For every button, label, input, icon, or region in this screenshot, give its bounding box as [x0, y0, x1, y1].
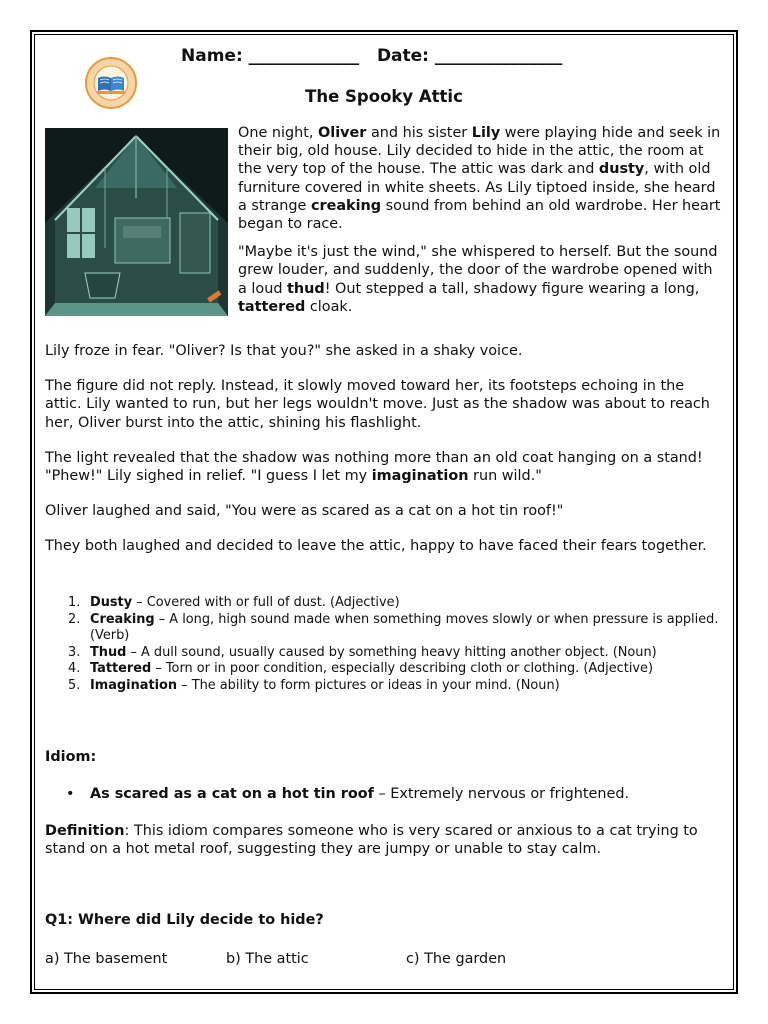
date-field-label[interactable]: Date: _______________: [376, 46, 563, 66]
page-title: The Spooky Attic: [305, 87, 463, 106]
vocabulary-number: 4.: [68, 661, 81, 676]
vocabulary-number: 3.: [68, 644, 81, 660]
story-paragraph-4: The figure did not reply. Instead, it slowly moved toward her, its footsteps echoing in the attic. Lily wanted to run, but her legs wouldn't move. Just as the shadow was about to reach her, Oliver burst into the attic, shining his flashlight.: [45, 378, 710, 431]
vocabulary-word: Imagination: [90, 677, 178, 693]
question-text: Q1: Where did Lily decide to hide?: [45, 912, 324, 928]
bullet-icon: •: [66, 786, 75, 802]
story-main-text: [45, 342, 725, 573]
vocabulary-number: 5.: [68, 677, 81, 693]
vocabulary-word: Thud: [90, 644, 127, 660]
idiom-definition: Definition: This idiom compares someone who is very scared or anxious to a cat trying to stand on a hot metal roof, suggesting they are jumpy or unable to stay calm.: [45, 823, 698, 858]
vocabulary-word: Creaking: [90, 611, 155, 627]
story-paragraph-3: Lily froze in fear. "Oliver? Is that you?" she asked in a shaky voice.: [45, 343, 523, 359]
vocabulary-item: [68, 612, 724, 645]
vocabulary-item: [68, 661, 724, 678]
idiom-heading: Idiom:: [45, 749, 97, 765]
story-paragraph-1: One night, Oliver and his sister Lily were playing hide and seek in their big, old house. Lily decided to hide in the attic, the room at the very top of the house. The attic was dark and dusty, with old furniture covered in white sheets. As Lily tiptoed inside, she heard a strange creaking sound from behind an old wardrobe. Her heart began to race.: [238, 125, 721, 233]
vocabulary-number: 2.: [68, 611, 81, 627]
story-paragraph-2: "Maybe it's just the wind," she whispered to herself. But the sound grew louder, and suddenly, the door of the wardrobe opened with a loud thud! Out stepped a tall, shadowy figure wearing a long, tattered cloak.: [238, 244, 718, 315]
story-paragraph-5: The light revealed that the shadow was nothing more than an old coat hanging on a stand! "Phew!" Lily sighed in relief. "I guess I let my imagination run wild.": [45, 449, 703, 485]
vocabulary-definition: – Torn or in poor condition, especially describing cloth or clothing. (Adjective): [151, 661, 653, 676]
vocabulary-list: [68, 595, 724, 694]
attic-illustration: [45, 128, 228, 316]
vocabulary-word: Dusty: [90, 595, 133, 610]
vocabulary-definition: – A dull sound, usually caused by something heavy hitting another object. (Noun): [126, 644, 657, 660]
vocabulary-definition: – Covered with or full of dust. (Adjective): [132, 595, 400, 610]
name-date-line: [181, 46, 562, 66]
idiom-meaning: – Extremely nervous or frightened.: [373, 786, 630, 802]
vocabulary-item: [68, 595, 724, 612]
vocabulary-item: [68, 645, 724, 662]
idiom-item: [66, 786, 629, 802]
story-side-text: [238, 124, 724, 326]
vocabulary-word: Tattered: [90, 661, 152, 676]
story-paragraph-7: They both laughed and decided to leave the attic, happy to have faced their fears together.: [45, 538, 707, 555]
story-paragraph-6: Oliver laughed and said, "You were as scared as a cat on a hot tin roof!": [45, 503, 564, 520]
vocabulary-item: [68, 678, 724, 695]
idiom-phrase: As scared as a cat on a hot tin roof: [90, 786, 374, 802]
answer-option-a[interactable]: a) The basement: [45, 951, 168, 967]
vocabulary-definition: – The ability to form pictures or ideas in your mind. (Noun): [177, 677, 560, 693]
vocabulary-definition: – A long, high sound made when something moves slowly or when pressure is applied. (Verb): [90, 611, 719, 643]
name-field-label[interactable]: Name: _____________: [181, 46, 360, 66]
vocabulary-number: 1.: [68, 595, 81, 610]
answer-option-c[interactable]: c) The garden: [406, 951, 507, 967]
answer-option-b[interactable]: b) The attic: [226, 951, 309, 967]
